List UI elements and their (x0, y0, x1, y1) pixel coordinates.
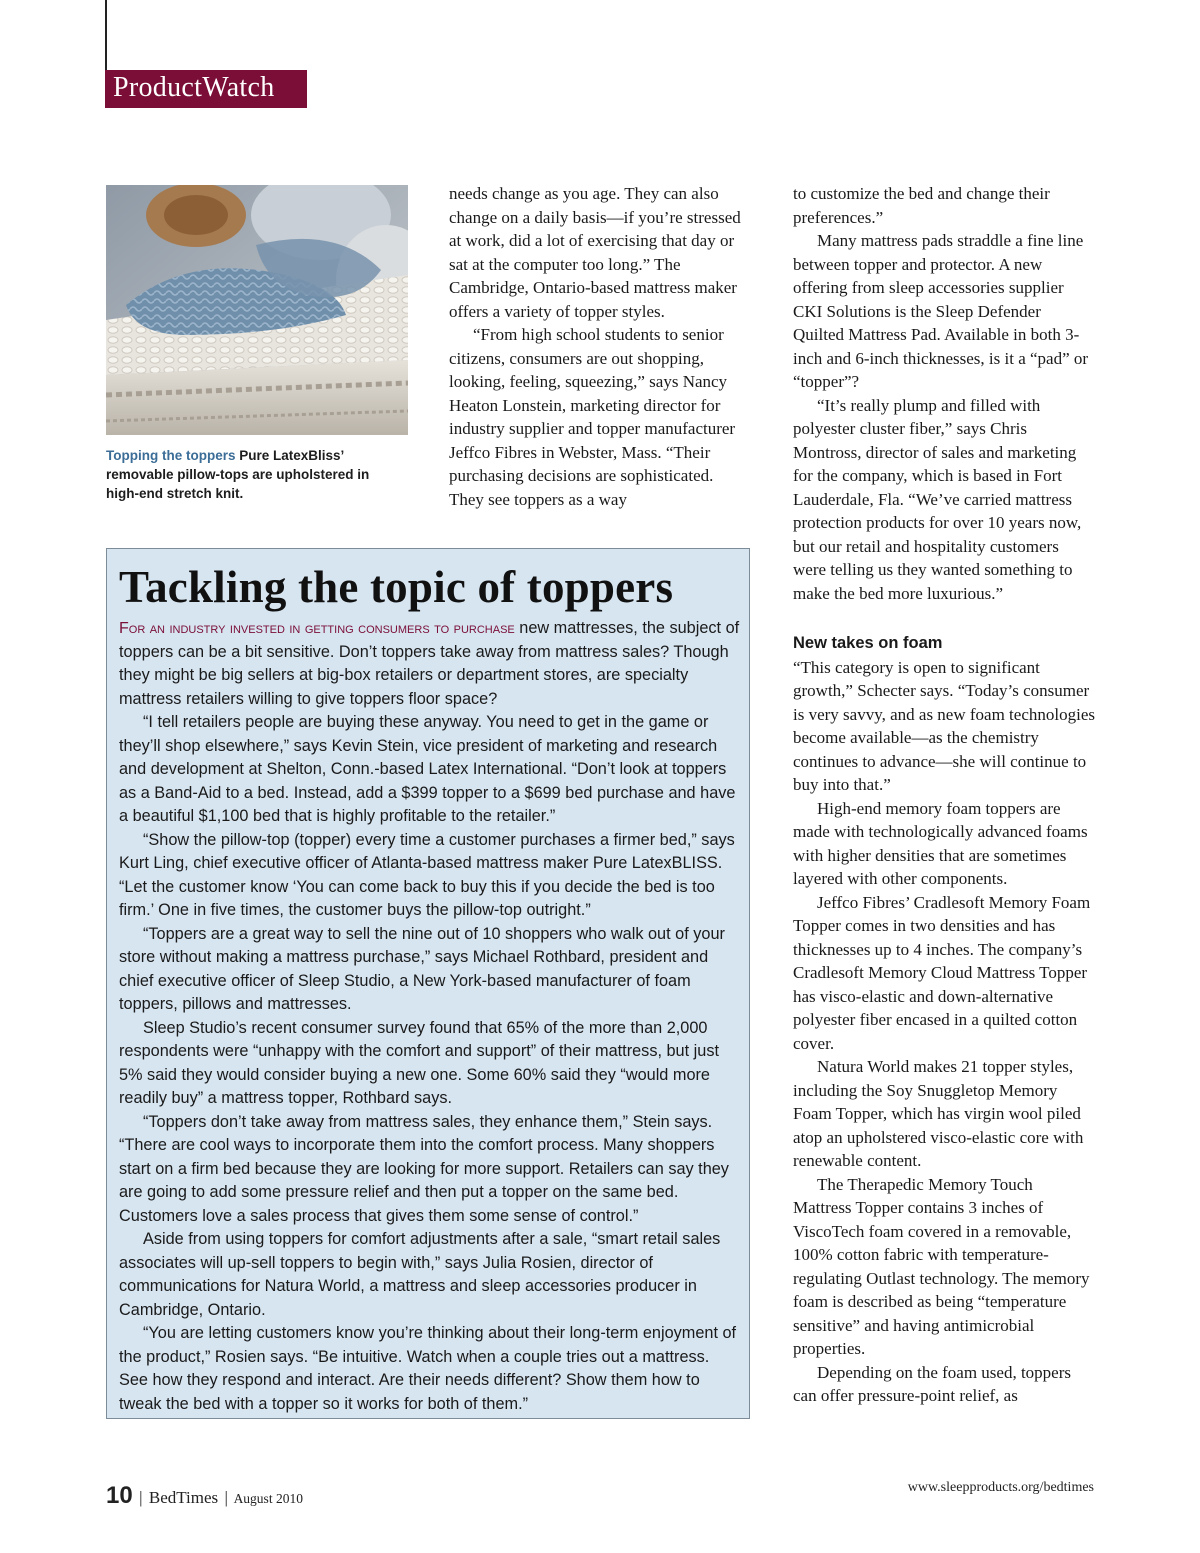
article-paragraph: High-end memory foam toppers are made with technologically advanced foams with higher densities that are sometimes layered with other components. (793, 798, 1088, 888)
sidebar-paragraph: “Toppers are a great way to sell the nine out of 10 shoppers who walk out of your store without making a mattress purchase,” says Michael Rothbard, president and chief executive officer of Sleep Studio, a New York-based manufacturer of foam toppers, pillows and mattresses. (119, 924, 725, 1013)
sidebar-lead-in: For an industry invested in getting consumers to purchase (119, 620, 515, 637)
article-paragraph: Depending on the foam used, toppers can offer pressure-point relief, as (793, 1362, 1071, 1405)
article-paragraph: Natura World makes 21 topper styles, including the Soy Snuggletop Memory Foam Topper, which has virgin wool piled atop an upholstered visco-elastic core with renewable content. (793, 1057, 1084, 1170)
article-column-2 (793, 182, 1095, 1408)
caption-lead: Topping the toppers (106, 448, 236, 463)
sidebar-body (119, 617, 741, 1416)
sidebar-paragraph (119, 617, 741, 711)
issue-date: August 2010 (233, 1491, 303, 1506)
section-tag: ProductWatch (105, 70, 307, 108)
product-photo (106, 185, 408, 435)
photo-caption (106, 446, 406, 503)
article-paragraph: to customize the bed and change their preferences.” (793, 184, 1050, 227)
sidebar-paragraph: Aside from using toppers for comfort adjustments after a sale, “smart retail sales associates will up-sell toppers to begin with,” says Julia Rosien, director of communications for Natura World, a mattress and sleep accessories producer in Cambridge, Ontario. (119, 1230, 721, 1319)
article-column-1 (449, 182, 749, 511)
header-rule (105, 0, 107, 72)
footer-separator: | (224, 1488, 228, 1507)
article-paragraph: “From high school students to senior citizens, consumers are out shopping, looking, feeling, squeezing,” says Nancy Heaton Lonstein, marketing director for industry supplier and topper manufacturer Jeffco Fibres in Webster, Mass. “Their purchasing decisions are sophisticated. They see toppers as a way (449, 325, 736, 509)
sidebar-paragraph: “Toppers don’t take away from mattress sales, they enhance them,” Stein says. “There are cool ways to incorporate them into the comfort process. Many shoppers start on a firm bed because they are looking for more support. Retailers can say they are going to add some pressure relief and then put a topper on the same bed. Customers love a sales process that gives them some sense of control.” (119, 1112, 729, 1225)
sidebar-first-text: new mattresses, the subject of toppers can be a bit sensitive. Don’t toppers take away from mattress sales? Though they might be big sellers at big-box retailers or department stores, are specialty mattress retailers willing to give toppers floor space? (119, 619, 740, 708)
sidebar-title: Tackling the topic of toppers (119, 562, 674, 612)
sidebar-paragraph: “Show the pillow-top (topper) every time a customer purchases a firmer bed,” says Kurt Ling, chief executive officer of Atlanta-based mattress maker Pure LatexBLISS. “Let the customer know ‘You can come back to buy this if you decide the bed is too firm.’ One in five times, the customer buys the pillow-top outright.” (119, 830, 735, 919)
caption-text: Pure LatexBliss’ removable pillow-tops are upholstered in high-end stretch knit. (106, 448, 370, 501)
sidebar-box (106, 548, 750, 1419)
article-paragraph: “This category is open to significant growth,” Schecter says. “Today’s consumer is very savvy, and as new foam technologies become available—as the chemistry continues to advance—she will continue to buy into that.” (793, 657, 1095, 794)
page-number: 10 (106, 1482, 133, 1509)
footer-folio (106, 1482, 303, 1510)
article-paragraph: Jeffco Fibres’ Cradlesoft Memory Foam Topper comes in two densities and has thicknesses up to 4 inches. The company’s Cradlesoft Memory Cloud Mattress Topper has visco-elastic and down-alternative polyester fiber encased in a quilted cotton cover. (793, 892, 1091, 1053)
sidebar-paragraph: “I tell retailers people are buying these anyway. You need to get in the game or they’ll shop elsewhere,” says Kevin Stein, vice president of marketing and research and development at Shelton, Conn.-based Latex International. “Don’t look at toppers as a Band-Aid to a bed. Instead, add a $399 topper to a $699 bed purchase and have a beautiful $1,100 bed that is highly profitable to the retailer.” (119, 713, 736, 825)
article-paragraph: “It’s really plump and filled with polyester cluster fiber,” says Chris Montross, director of sales and marketing for the company, which is based in Fort Lauderdale, Fla. “We’ve carried mattress protection products for over 10 years now, but our retail and hospitality customers were telling us they wanted something to make the bed more luxurious.” (793, 395, 1082, 603)
subhead: New takes on foam (793, 634, 943, 652)
mattress-photo-illustration (106, 185, 408, 435)
article-paragraph: The Therapedic Memory Touch Mattress Topper contains 3 inches of ViscoTech foam covered in a removable, 100% cotton fabric with temperature-regulating Outlast technology. The memory foam is described as being “temperature sensitive” and having antimicrobial properties. (793, 1174, 1090, 1358)
article-paragraph: needs change as you age. They can also change on a daily basis—if you’re stressed at work, did a lot of exercising that day or sat at the computer too long.” The Cambridge, Ontario-based mattress maker offers a variety of topper styles. (449, 184, 741, 321)
article-paragraph: Many mattress pads straddle a fine line between topper and protector. A new offering from sleep accessories supplier CKI Solutions is the Sleep Defender Quilted Mattress Pad. Available in both 3-inch and 6-inch thicknesses, is it a “pad” or “topper”? (793, 231, 1089, 391)
magazine-name: BedTimes (148, 1488, 219, 1507)
sidebar-paragraph: “You are letting customers know you’re thinking about their long-term enjoyment of the product,” Rosien says. “Be intuitive. Watch when a couple tries out a mattress. See how they respond and interact. Are their needs different? Show them how to tweak the bed with a topper so it works for both of them.” (119, 1324, 737, 1413)
footer-separator: | (139, 1488, 143, 1507)
footer-url[interactable]: www.sleepproducts.org/bedtimes (907, 1480, 1094, 1495)
sidebar-paragraph: Sleep Studio’s recent consumer survey found that 65% of the more than 2,000 respondents were “unhappy with the comfort and support” of their mattress, but just 5% said they would consider buying a new one. Some 60% said they “would more readily buy” a mattress topper, Rothbard says. (119, 1018, 719, 1107)
